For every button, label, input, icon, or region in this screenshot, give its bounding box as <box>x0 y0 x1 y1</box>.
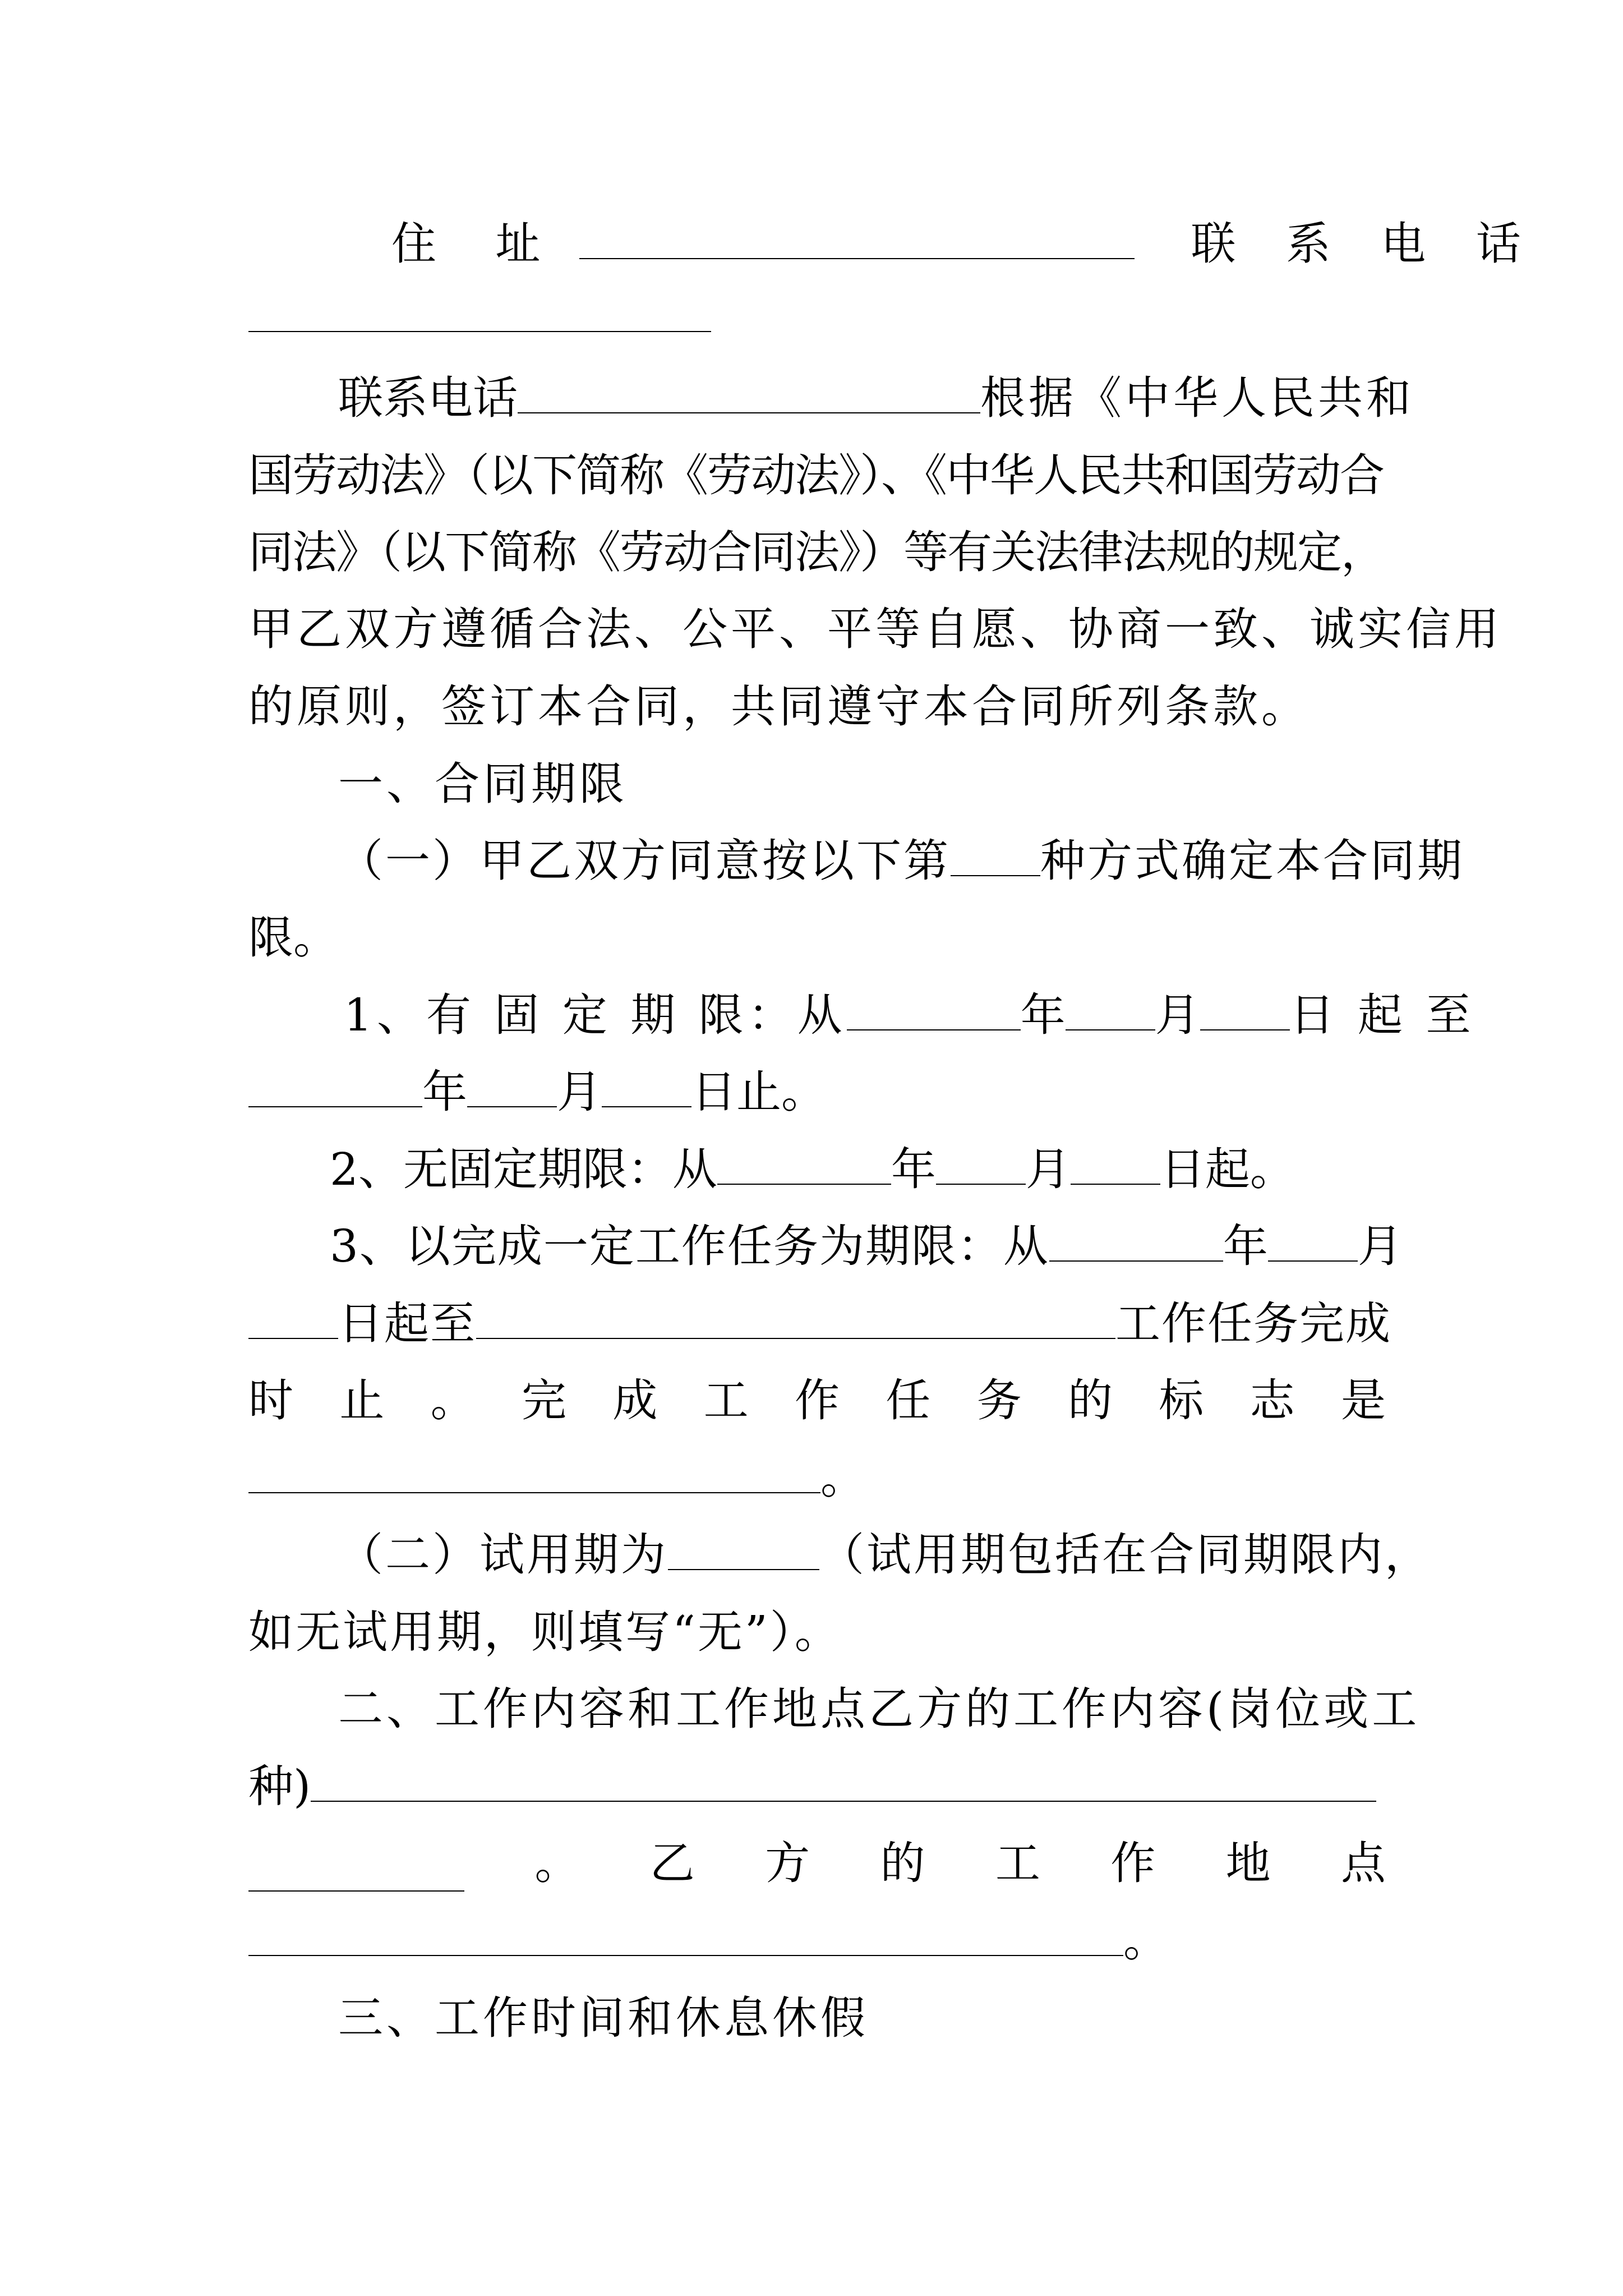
text-line: 年 <box>891 1143 936 1195</box>
justified-char: 标 <box>1159 1374 1204 1427</box>
day-blank[interactable] <box>1200 991 1290 1030</box>
year-blank[interactable] <box>248 1068 422 1107</box>
job-content-blank[interactable] <box>311 1763 1376 1802</box>
justified-char: 工 <box>703 1374 749 1427</box>
justified-char: 任 <box>886 1374 931 1427</box>
justified-char: 。 <box>534 1837 580 1889</box>
text-line: （一）甲乙双方同意按以下第 <box>338 835 951 887</box>
text-line: 1、有 固 定 期 限：从 <box>344 989 847 1041</box>
phone-blank[interactable] <box>248 293 711 332</box>
justified-char: 的 <box>880 1837 925 1889</box>
text-line: 月 <box>557 1066 602 1118</box>
justified-char: 志 <box>1249 1374 1295 1427</box>
text-line: 2、无固定期限：从 <box>330 1143 717 1195</box>
address-blank[interactable] <box>579 220 1135 259</box>
phone-label-2: 联系电话 <box>338 372 518 424</box>
text-line: 如无试用期，则填写“无”）。 <box>248 1606 842 1658</box>
phone-blank-2[interactable] <box>518 374 980 413</box>
completion-mark-blank[interactable] <box>248 1454 820 1493</box>
section-3-heading <box>248 1990 1386 2046</box>
text-line: 年 <box>422 1066 467 1118</box>
text-line: 种方式确定本合同期 <box>1040 835 1464 887</box>
phone-label: 联 系 电 话 <box>1191 218 1539 270</box>
probation-line <box>248 1527 1432 1583</box>
fixed-term-end-line <box>248 1064 1386 1120</box>
year-blank[interactable] <box>847 991 1021 1030</box>
justified-char: 乙 <box>649 1837 695 1889</box>
month-blank[interactable] <box>1268 1222 1358 1262</box>
probation-blank[interactable] <box>668 1531 819 1570</box>
paragraph-line-4 <box>248 448 1386 504</box>
justified-char: 时 <box>248 1374 293 1427</box>
year-blank[interactable] <box>717 1145 891 1185</box>
address-label: 住 址 <box>391 218 563 270</box>
probation-line-2 <box>248 1604 1386 1660</box>
justified-char: 止 <box>339 1374 385 1427</box>
justified-char: 作 <box>794 1374 840 1427</box>
law-intro-text: 根据《中华人民共和 <box>980 372 1414 424</box>
text-line: 同法》（以下简称《劳动合同法》）等有关法律法规的规定， <box>248 526 1385 578</box>
text-line: 月 <box>1357 1220 1403 1272</box>
job-content-blank-2[interactable] <box>248 1852 464 1892</box>
justified-char: 地 <box>1225 1837 1271 1889</box>
text-line: （试用期包括在合同期限内， <box>819 1529 1432 1581</box>
section-2-line <box>248 1681 1421 1737</box>
text-line: 3、以完成一定工作任务为期限：从 <box>330 1220 1049 1272</box>
justified-char: 完 <box>521 1374 566 1427</box>
method-blank[interactable] <box>951 837 1040 876</box>
contract-term-line <box>248 833 1464 889</box>
justified-char: 务 <box>976 1374 1022 1427</box>
text-line: 日起至 <box>338 1297 476 1350</box>
text-line: 的原则，签订本合同，共同遵守本合同所列条款。 <box>248 680 1310 733</box>
task-term-line <box>248 1218 1403 1274</box>
day-blank[interactable] <box>248 1300 338 1339</box>
section-title: 一、合同期限 <box>338 758 628 810</box>
month-blank[interactable] <box>467 1068 557 1107</box>
justified-char: 工 <box>995 1837 1040 1889</box>
paragraph-line-7 <box>248 679 1386 735</box>
task-completion-line <box>248 1373 1386 1429</box>
paragraph-line-3 <box>248 370 1414 426</box>
contract-term-line-2 <box>248 910 1386 966</box>
text-line: 国劳动法》（以下简称《劳动法》）、《中华人民共和国劳动合 <box>248 449 1384 501</box>
work-location-line <box>248 1835 1386 1892</box>
section-1-heading <box>248 756 1386 812</box>
text-line: （二）试用期为 <box>338 1529 668 1581</box>
text-line: 甲乙双方遵循合法、公平、平等自愿、协商一致、诚实信用 <box>248 603 1502 655</box>
text-line: 日止。 <box>691 1066 826 1118</box>
month-blank[interactable] <box>1066 991 1155 1030</box>
day-blank[interactable] <box>602 1068 691 1107</box>
address-phone-line <box>248 216 1539 272</box>
task-completion-blank-line <box>248 1450 1386 1506</box>
job-content-line <box>248 1759 1386 1815</box>
text-line: 种) <box>248 1760 311 1812</box>
text-line: 月 <box>1155 989 1200 1041</box>
text-line: 月 <box>1025 1143 1071 1195</box>
text-line: 。 <box>1123 1915 1168 1967</box>
justified-char: 点 <box>1341 1837 1386 1889</box>
paragraph-line-6 <box>248 601 1502 657</box>
justified-char: 作 <box>1110 1837 1156 1889</box>
text-line: 限。 <box>248 912 338 964</box>
year-blank[interactable] <box>1049 1222 1223 1262</box>
open-term-line <box>248 1142 1386 1198</box>
justified-char: 。 <box>430 1374 476 1427</box>
text-line: 。 <box>820 1452 865 1504</box>
task-term-line-2 <box>248 1296 1391 1352</box>
paragraph-line-5 <box>248 524 1386 581</box>
text-line: 工作任务完成 <box>1115 1297 1391 1350</box>
fixed-term-line <box>248 987 1476 1043</box>
day-blank[interactable] <box>1071 1145 1160 1185</box>
text-line: 年 <box>1020 989 1066 1041</box>
work-location-blank[interactable] <box>248 1917 1123 1956</box>
justified-char: 成 <box>612 1374 658 1427</box>
section-title: 二、工作内容和工作地点乙方的工作内容(岗位或工 <box>338 1683 1421 1735</box>
task-blank[interactable] <box>476 1300 1115 1339</box>
text-line: 年 <box>1223 1220 1268 1272</box>
text-line: 日 起 至 <box>1289 989 1476 1041</box>
justified-char: 方 <box>765 1837 810 1889</box>
section-title: 三、工作时间和休息休假 <box>338 1992 869 2044</box>
month-blank[interactable] <box>936 1145 1026 1185</box>
phone-blank-line <box>248 289 1386 345</box>
justified-char: 的 <box>1067 1374 1113 1427</box>
text-line: 日起。 <box>1160 1143 1295 1195</box>
work-location-blank-line <box>248 1913 1386 1969</box>
justified-char: 是 <box>1340 1374 1386 1427</box>
